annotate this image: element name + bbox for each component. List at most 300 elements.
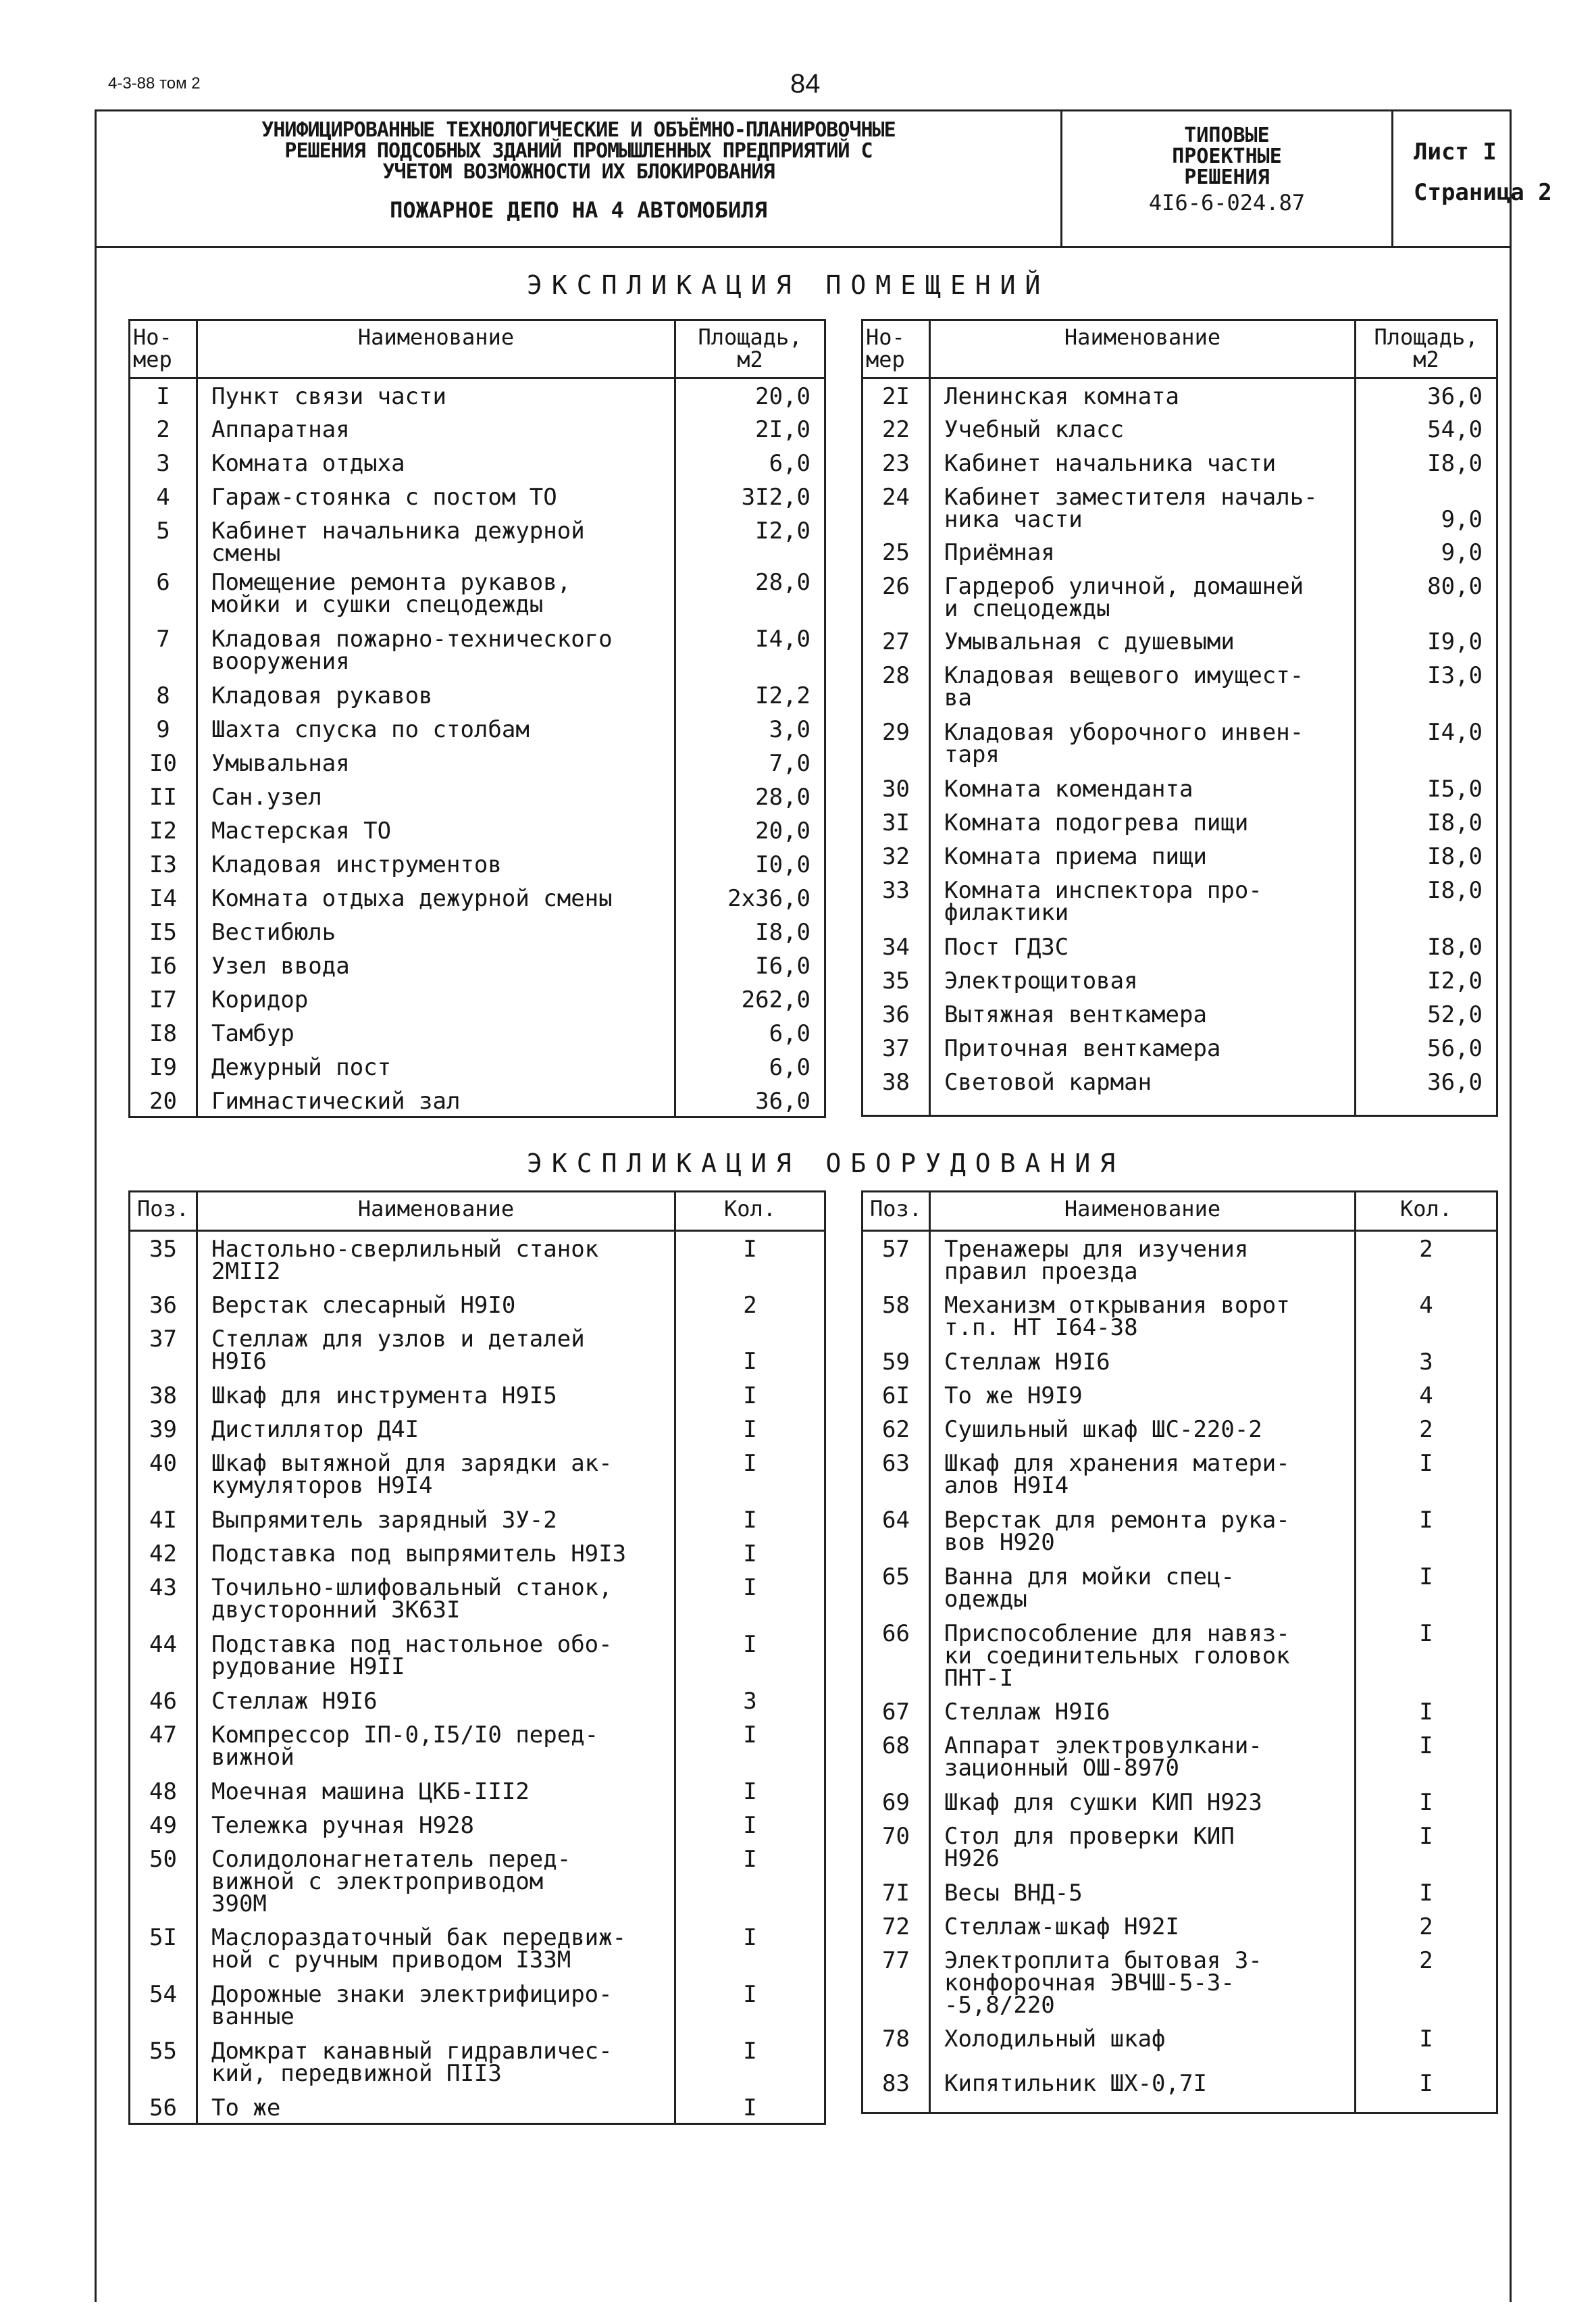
row-area: I2,0 — [1356, 963, 1497, 997]
table-row — [863, 930, 1497, 963]
table-row — [863, 1031, 1497, 1065]
row-name: Вестибюль — [197, 915, 675, 949]
table-row — [863, 658, 1497, 715]
table-row — [863, 480, 1497, 535]
table-row — [863, 1616, 1497, 1694]
row-number: 9 — [130, 712, 197, 746]
row-name: Кабинет заместителя началь- ника части — [930, 480, 1356, 535]
row-number: 8 — [130, 678, 197, 712]
row-number: I — [130, 378, 197, 412]
table-row — [130, 1412, 825, 1446]
column-header-position: Поз. — [863, 1192, 930, 1231]
row-area: 28,0 — [675, 565, 825, 622]
row-area: 3I2,0 — [675, 480, 825, 513]
table-row — [130, 847, 825, 881]
row-position: 37 — [130, 1322, 197, 1378]
row-name: Маслораздаточный бак передвиж- ной с ручным приводом I33М — [197, 1920, 675, 1977]
row-quantity: I — [1356, 2021, 1497, 2066]
row-name: Гараж-стоянка с постом ТО — [197, 480, 675, 513]
row-number: 2 — [130, 412, 197, 446]
row-area: 20,0 — [675, 378, 825, 412]
table-row — [863, 772, 1497, 805]
row-position: 66 — [863, 1616, 930, 1694]
row-number: 20 — [130, 1084, 197, 1117]
equipment-table-right — [861, 1190, 1498, 2114]
row-area: I8,0 — [675, 915, 825, 949]
row-name: Стеллаж Н9I6 — [930, 1694, 1356, 1728]
table-row — [130, 1322, 825, 1378]
row-name: Тележка ручная Н928 — [197, 1808, 675, 1842]
row-number: 24 — [863, 480, 930, 535]
row-name: Кабинет начальника части — [930, 446, 1356, 480]
sheet-cell — [1393, 111, 1552, 246]
table-row — [863, 2021, 1497, 2066]
row-number: 3I — [863, 805, 930, 839]
row-position: 67 — [863, 1694, 930, 1728]
row-quantity: I — [1356, 1819, 1497, 1876]
row-name: Моечная машина ЦКБ-III2 — [197, 1774, 675, 1808]
table-row — [130, 1627, 825, 1684]
row-position: 57 — [863, 1231, 930, 1288]
table-row — [130, 712, 825, 746]
row-position: 49 — [130, 1808, 197, 1842]
table-row — [863, 1065, 1497, 1116]
row-name: Выпрямитель зарядный ЗУ-2 — [197, 1503, 675, 1536]
title-line-3: УЧЕТОМ ВОЗМОЖНОСТИ ИХ БЛОКИРОВАНИЯ — [382, 160, 775, 184]
row-position: 42 — [130, 1536, 197, 1570]
row-quantity: I — [675, 1446, 825, 1503]
row-quantity: I — [675, 1920, 825, 1977]
row-name: Верстак для ремонта рука- вов Н920 — [930, 1503, 1356, 1559]
row-name: Верстак слесарный Н9I0 — [197, 1288, 675, 1322]
row-area: 3,0 — [675, 712, 825, 746]
row-name: Приёмная — [930, 535, 1356, 569]
row-number: 35 — [863, 963, 930, 997]
row-name: Шкаф для инструмента Н9I5 — [197, 1378, 675, 1412]
table-row — [863, 446, 1497, 480]
table-row — [130, 982, 825, 1016]
row-area: I8,0 — [1356, 930, 1497, 963]
row-name: Дистиллятор Д4I — [197, 1412, 675, 1446]
row-area: 28,0 — [675, 780, 825, 813]
row-number: 30 — [863, 772, 930, 805]
row-quantity: I — [675, 2034, 825, 2090]
row-number: 37 — [863, 1031, 930, 1065]
table-row — [863, 569, 1497, 624]
row-name: Комната отдыха — [197, 446, 675, 480]
row-quantity: 2 — [1356, 1231, 1497, 1288]
table-row — [130, 1503, 825, 1536]
table-row — [130, 780, 825, 813]
row-name: Комната подогрева пищи — [930, 805, 1356, 839]
typical-line-3: РЕШЕНИЯ — [1184, 166, 1270, 189]
row-area: I4,0 — [1356, 715, 1497, 772]
row-area: 20,0 — [675, 813, 825, 847]
table-row — [863, 1876, 1497, 1909]
table-row — [130, 2090, 825, 2124]
table-row — [863, 1412, 1497, 1446]
column-header-area: Площадь, м2 — [1356, 320, 1497, 378]
row-name: Узел ввода — [197, 949, 675, 982]
row-name: Аппарат электровулкани- зационный ОШ-8970 — [930, 1728, 1356, 1785]
row-quantity: I — [675, 1842, 825, 1920]
row-position: 44 — [130, 1627, 197, 1684]
row-position: 78 — [863, 2021, 930, 2066]
row-area: 80,0 — [1356, 569, 1497, 624]
table-row — [130, 2034, 825, 2090]
row-quantity: 2 — [1356, 1943, 1497, 2021]
row-area: I4,0 — [675, 622, 825, 678]
row-name: Комната отдыха дежурной смены — [197, 881, 675, 915]
row-position: 46 — [130, 1684, 197, 1717]
table-row — [130, 1288, 825, 1322]
typical-line-2: ПРОЕКТНЫЕ — [1172, 145, 1282, 168]
title-line-1: УНИФИЦИРОВАННЫЕ ТЕХНОЛОГИЧЕСКИЕ И ОБЪЁМНО-ПЛАНИРОВОЧНЫЕ — [261, 118, 896, 142]
row-name: Мастерская ТО — [197, 813, 675, 847]
row-quantity: I — [675, 1231, 825, 1288]
column-header-name: Наименование — [197, 320, 675, 378]
table-row — [130, 1977, 825, 2034]
row-quantity: I — [1356, 1785, 1497, 1819]
row-name: Комната приема пищи — [930, 839, 1356, 873]
row-number: 23 — [863, 446, 930, 480]
row-position: 77 — [863, 1943, 930, 2021]
row-number: 3 — [130, 446, 197, 480]
table-row — [130, 746, 825, 780]
row-name: Коридор — [197, 982, 675, 1016]
table-row — [130, 1717, 825, 1774]
row-area: 36,0 — [1356, 378, 1497, 412]
table-row — [130, 881, 825, 915]
table-row — [130, 565, 825, 622]
row-area: 2I,0 — [675, 412, 825, 446]
row-quantity: I — [675, 1536, 825, 1570]
row-name: Пункт связи части — [197, 378, 675, 412]
table-row — [863, 839, 1497, 873]
row-number: 27 — [863, 624, 930, 658]
row-position: 63 — [863, 1446, 930, 1503]
row-position: 7I — [863, 1876, 930, 1909]
row-position: 59 — [863, 1344, 930, 1378]
row-quantity: I — [675, 1570, 825, 1627]
table-row — [863, 715, 1497, 772]
row-area: I2,0 — [675, 513, 825, 565]
row-number: 7 — [130, 622, 197, 678]
row-name: Стеллаж Н9I6 — [930, 1344, 1356, 1378]
row-quantity: I — [675, 2090, 825, 2124]
row-name: Комната коменданта — [930, 772, 1356, 805]
row-position: 54 — [130, 1977, 197, 2034]
row-area: I0,0 — [675, 847, 825, 881]
table-row — [863, 535, 1497, 569]
title-line-2: РЕШЕНИЯ ПОДСОБНЫХ ЗДАНИЙ ПРОМЫШЛЕННЫХ ПРЕДПРИЯТИЙ С — [284, 139, 873, 163]
page-label: Страница 2 — [1414, 179, 1552, 206]
row-name: Стеллаж Н9I6 — [197, 1684, 675, 1717]
row-name: Кабинет начальника дежурной смены — [197, 513, 675, 565]
row-name: Вытяжная венткамера — [930, 997, 1356, 1031]
column-header-name: Наименование — [930, 320, 1356, 378]
row-name: Стеллаж для узлов и деталей Н9I6 — [197, 1322, 675, 1378]
row-name: Электроплита бытовая 3- конфорочная ЭВЧШ-5-3- -5,8/220 — [930, 1943, 1356, 2021]
table-row — [130, 949, 825, 982]
row-quantity: 4 — [1356, 1378, 1497, 1412]
row-position: 56 — [130, 2090, 197, 2124]
table-row — [863, 1694, 1497, 1728]
row-area: I3,0 — [1356, 658, 1497, 715]
row-name: Шкаф вытяжной для зарядки ак- кумуляторов Н9I4 — [197, 1446, 675, 1503]
row-number: 4 — [130, 480, 197, 513]
row-name: Солидолонагнетатель перед- вижной с электроприводом 390М — [197, 1842, 675, 1920]
table-row — [863, 1943, 1497, 2021]
row-quantity: 3 — [675, 1684, 825, 1717]
row-position: 35 — [130, 1231, 197, 1288]
row-name: Компрессор IП-0,I5/I0 перед- вижной — [197, 1717, 675, 1774]
row-quantity: I — [1356, 1694, 1497, 1728]
row-position: 70 — [863, 1819, 930, 1876]
row-position: 83 — [863, 2066, 930, 2113]
rooms-table-right — [861, 319, 1498, 1117]
row-area: 6,0 — [675, 1016, 825, 1050]
row-quantity: I — [675, 1503, 825, 1536]
table-row — [863, 378, 1497, 412]
row-area: I9,0 — [1356, 624, 1497, 658]
row-name: Кладовая вещевого имущест- ва — [930, 658, 1356, 715]
row-number: I5 — [130, 915, 197, 949]
column-header-name: Наименование — [197, 1192, 675, 1231]
row-name: То же — [197, 2090, 675, 2124]
row-name: Умывальная с душевыми — [930, 624, 1356, 658]
row-position: 68 — [863, 1728, 930, 1785]
table-row — [130, 1842, 825, 1920]
table-row — [863, 1231, 1497, 1288]
row-name: Кладовая рукавов — [197, 678, 675, 712]
row-quantity: I — [675, 1412, 825, 1446]
table-row — [863, 2066, 1497, 2113]
table-row — [130, 446, 825, 480]
row-number: 22 — [863, 412, 930, 446]
row-area: 6,0 — [675, 446, 825, 480]
row-name: Сушильный шкаф ШС-220-2 — [930, 1412, 1356, 1446]
row-position: 6I — [863, 1378, 930, 1412]
row-quantity: I — [675, 1808, 825, 1842]
row-name: Учебный класс — [930, 412, 1356, 446]
row-number: 32 — [863, 839, 930, 873]
row-quantity: I — [1356, 2066, 1497, 2113]
frame-left-border — [95, 248, 97, 2302]
row-area: 54,0 — [1356, 412, 1497, 446]
row-name: Кладовая пожарно-технического вооружения — [197, 622, 675, 678]
row-position: 40 — [130, 1446, 197, 1503]
row-name: Шкаф для сушки КИП Н923 — [930, 1785, 1356, 1819]
table-row — [863, 963, 1497, 997]
title-block — [95, 109, 1552, 248]
row-position: 39 — [130, 1412, 197, 1446]
table-row — [863, 1909, 1497, 1943]
table-row — [130, 1016, 825, 1050]
row-number: 38 — [863, 1065, 930, 1116]
row-area: I2,2 — [675, 678, 825, 712]
row-area: I8,0 — [1356, 446, 1497, 480]
row-number: 29 — [863, 715, 930, 772]
row-position: 50 — [130, 1842, 197, 1920]
table-row — [130, 1536, 825, 1570]
row-quantity: I — [1356, 1559, 1497, 1616]
table-row — [130, 1808, 825, 1842]
table-row — [130, 1570, 825, 1627]
row-number: I8 — [130, 1016, 197, 1050]
row-name: Световой карман — [930, 1065, 1356, 1116]
row-name: Подставка под настольное обо- рудование Н9II — [197, 1627, 675, 1684]
row-number: 25 — [863, 535, 930, 569]
table-row — [863, 624, 1497, 658]
column-header-area: Площадь, м2 — [675, 320, 825, 378]
row-position: 36 — [130, 1288, 197, 1322]
row-name: Домкрат канавный гидравличес- кий, передвижной ПII3 — [197, 2034, 675, 2090]
table-row — [130, 1920, 825, 1977]
row-name: Гимнастический зал — [197, 1084, 675, 1117]
row-quantity: I — [1356, 1876, 1497, 1909]
row-name: Умывальная — [197, 746, 675, 780]
column-header-name: Наименование — [930, 1192, 1356, 1231]
table-row — [863, 1559, 1497, 1616]
table-row — [130, 412, 825, 446]
row-area: 52,0 — [1356, 997, 1497, 1031]
row-area: 6,0 — [675, 1050, 825, 1084]
row-name: Точильно-шлифовальный станок, двусторонний 3К63I — [197, 1570, 675, 1627]
row-position: 5I — [130, 1920, 197, 1977]
column-header-quantity: Кол. — [675, 1192, 825, 1231]
row-name: Аппаратная — [197, 412, 675, 446]
row-quantity: 2 — [1356, 1412, 1497, 1446]
row-number: 36 — [863, 997, 930, 1031]
equipment-heading: ЭКСПЛИКАЦИЯ ОБОРУДОВАНИЯ — [527, 1149, 1125, 1178]
row-area: 7,0 — [675, 746, 825, 780]
row-name: Тренажеры для изучения правил проезда — [930, 1231, 1356, 1288]
row-name: Помещение ремонта рукавов, мойки и сушки спецодежды — [197, 565, 675, 622]
row-number: I4 — [130, 881, 197, 915]
table-row — [130, 1774, 825, 1808]
row-name: Ванна для мойки спец- одежды — [930, 1559, 1356, 1616]
row-position: 72 — [863, 1909, 930, 1943]
row-quantity: I — [675, 1977, 825, 2034]
row-number: 34 — [863, 930, 930, 963]
table-row — [130, 378, 825, 412]
row-position: 65 — [863, 1559, 930, 1616]
row-position: 55 — [130, 2034, 197, 2090]
table-row — [130, 1684, 825, 1717]
table-row — [863, 1344, 1497, 1378]
table-row — [130, 678, 825, 712]
row-name: Холодильный шкаф — [930, 2021, 1356, 2066]
column-header-number: Но- мер — [863, 320, 930, 378]
row-name: Приспособление для навяз- ки соединительных головок ПНТ-I — [930, 1616, 1356, 1694]
column-header-quantity: Кол. — [1356, 1192, 1497, 1231]
row-number: II — [130, 780, 197, 813]
row-area: I5,0 — [1356, 772, 1497, 805]
row-area: I6,0 — [675, 949, 825, 982]
row-number: 2I — [863, 378, 930, 412]
row-name: Дорожные знаки электрифициро- ванные — [197, 1977, 675, 2034]
column-header-position: Поз. — [130, 1192, 197, 1231]
row-position: 47 — [130, 1717, 197, 1774]
row-name: Комната инспектора про- филактики — [930, 873, 1356, 930]
row-area: 36,0 — [675, 1084, 825, 1117]
table-row — [130, 915, 825, 949]
row-number: I2 — [130, 813, 197, 847]
typical-line-1: ТИПОВЫЕ — [1184, 124, 1270, 147]
row-quantity: I — [675, 1322, 825, 1378]
row-name: Шахта спуска по столбам — [197, 712, 675, 746]
document-reference: 4-3-88 том 2 — [108, 74, 201, 93]
table-row — [130, 1378, 825, 1412]
row-position: 43 — [130, 1570, 197, 1627]
row-area: 9,0 — [1356, 480, 1497, 535]
table-row — [863, 1728, 1497, 1785]
table-row — [863, 1288, 1497, 1344]
row-name: Тамбур — [197, 1016, 675, 1050]
row-position: 62 — [863, 1412, 930, 1446]
row-name: Шкаф для хранения матери- алов Н9I4 — [930, 1446, 1356, 1503]
row-quantity: I — [1356, 1616, 1497, 1694]
row-number: I6 — [130, 949, 197, 982]
row-number: 26 — [863, 569, 930, 624]
table-row — [863, 873, 1497, 930]
row-quantity: I — [675, 1717, 825, 1774]
row-name: Кладовая уборочного инвен- таря — [930, 715, 1356, 772]
row-position: 64 — [863, 1503, 930, 1559]
row-number: 33 — [863, 873, 930, 930]
row-quantity: 4 — [1356, 1288, 1497, 1344]
row-number: I7 — [130, 982, 197, 1016]
row-area: I8,0 — [1356, 839, 1497, 873]
table-row — [130, 813, 825, 847]
row-name: Весы ВНД-5 — [930, 1876, 1356, 1909]
row-name: Кладовая инструментов — [197, 847, 675, 881]
row-name: Электрощитовая — [930, 963, 1356, 997]
row-name: Гардероб уличной, домашней и спецодежды — [930, 569, 1356, 624]
row-number: 6 — [130, 565, 197, 622]
row-name: То же Н9I9 — [930, 1378, 1356, 1412]
table-row — [130, 1446, 825, 1503]
row-name: Настольно-сверлильный станок 2МII2 — [197, 1231, 675, 1288]
row-name: Ленинская комната — [930, 378, 1356, 412]
column-header-number: Но- мер — [130, 320, 197, 378]
row-number: 28 — [863, 658, 930, 715]
row-name: Стол для проверки КИП Н926 — [930, 1819, 1356, 1876]
table-row — [863, 997, 1497, 1031]
row-area: I8,0 — [1356, 873, 1497, 930]
row-quantity: 3 — [1356, 1344, 1497, 1378]
row-name: Стеллаж-шкаф Н92I — [930, 1909, 1356, 1943]
row-quantity: I — [1356, 1446, 1497, 1503]
row-number: 5 — [130, 513, 197, 565]
row-area: 36,0 — [1356, 1065, 1497, 1116]
row-area: I8,0 — [1356, 805, 1497, 839]
table-row — [863, 1503, 1497, 1559]
row-position: 48 — [130, 1774, 197, 1808]
table-row — [863, 1785, 1497, 1819]
table-row — [863, 805, 1497, 839]
table-row — [130, 1231, 825, 1288]
project-code: 4I6-6-024.87 — [1148, 190, 1306, 216]
row-area: 262,0 — [675, 982, 825, 1016]
row-position: 38 — [130, 1378, 197, 1412]
title-main-cell — [97, 111, 1062, 246]
table-row — [130, 1084, 825, 1117]
row-name: Подставка под выпрямитель Н9I3 — [197, 1536, 675, 1570]
row-quantity: I — [675, 1774, 825, 1808]
table-row — [863, 1446, 1497, 1503]
